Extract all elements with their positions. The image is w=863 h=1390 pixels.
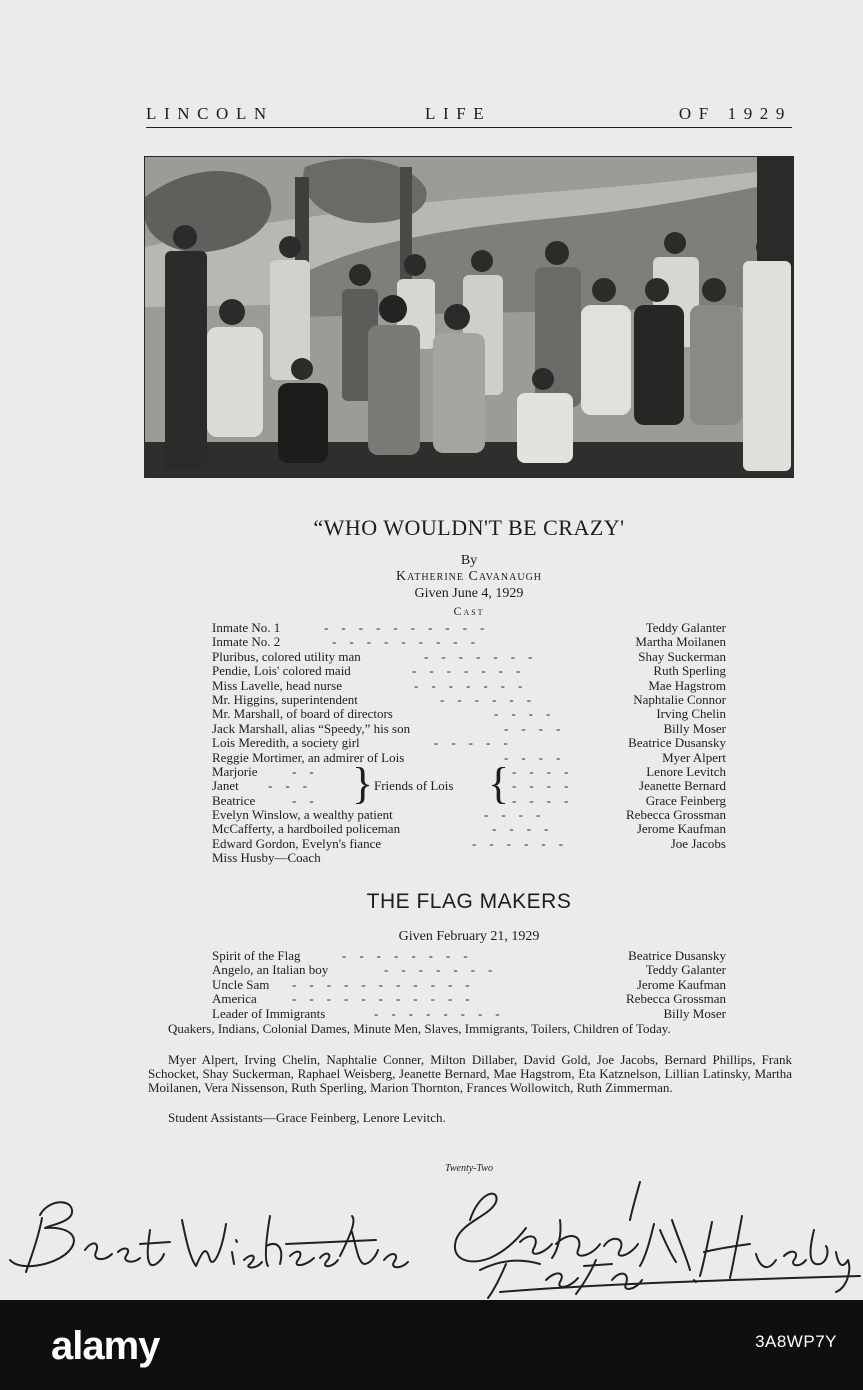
header-left: LINCOLN: [146, 104, 274, 123]
cast-actor: Billy Moser: [663, 1005, 726, 1021]
leader-dashes: - - - - - - -: [414, 677, 523, 693]
cast-role: Jack Marshall, alias “Speedy,” his son: [212, 720, 411, 736]
cast-actor: Naphtalie Connor: [633, 691, 726, 707]
cast-role: Miss Husby—Coach: [212, 850, 321, 866]
cast-role: Leader of Immigrants: [212, 1005, 326, 1021]
play1-date: Given June 4, 1929: [414, 586, 524, 601]
cast-actor: Lenore Levitch: [646, 763, 726, 779]
cast-row: [212, 837, 726, 851]
cast-photo-illustration: [145, 157, 794, 478]
leader-dashes: - - - -: [504, 720, 561, 736]
cast-actor: Beatrice Dusansky: [628, 735, 726, 751]
handwritten-inscription: [0, 1160, 863, 1300]
play1-author: Katherine Cavanaugh: [395, 569, 543, 584]
image-code: 3A8WP7Y: [755, 1332, 837, 1351]
leader-dashes: - - - - - - - - - - -: [292, 976, 470, 992]
brace-right: {: [488, 759, 510, 808]
cast-role: Lois Meredith, a society girl: [212, 735, 360, 751]
leader-dashes: - - - -: [512, 778, 569, 794]
brace-left: }: [352, 759, 374, 808]
alamy-logo: alamy: [51, 1324, 160, 1368]
cast-row: [212, 722, 726, 736]
cast-role: America: [212, 991, 257, 1007]
cast-actor: Beatrice Dusansky: [628, 948, 726, 963]
cast-role: Inmate No. 1: [212, 620, 281, 635]
cast-row: [212, 736, 726, 750]
cast-row: [212, 992, 726, 1006]
play2-members: Myer Alpert, Irving Chelin, Naphtalie Conner, Milton Dillaber, David Gold, Joe Jacobs, Bernard Phillips, Frank Schocket, Shay Suckerman, Raphael Weisberg, Jeanette Bernard, Mae Hagstrom, Eta Katznelson, Lillian Latinsky, Martha Moilanen, Vera Nissenson, Ruth Sperling, Marion Thornton, Frances Wollowitch, Ruth Zimmerman.: [148, 1052, 792, 1096]
cast-actor: Shay Suckerman: [638, 648, 726, 664]
play2-extras: Quakers, Indians, Colonial Dames, Minute Men, Slaves, Immigrants, Toilers, Children of Today.: [168, 1021, 671, 1036]
leader-dashes: - - - - - - -: [412, 663, 521, 679]
friends-of-lois-label: Friends of Lois: [374, 778, 454, 794]
play2-cast-list: [212, 949, 726, 1021]
cast-row: [212, 650, 726, 664]
leader-dashes: - - - - -: [434, 735, 508, 751]
cast-row: [212, 851, 726, 865]
cast-row: [212, 822, 726, 836]
play2-title: THE FLAG MAKERS: [366, 890, 572, 913]
cast-row: [212, 751, 726, 765]
cast-role: Mr. Higgins, superintendent: [212, 691, 358, 707]
cast-photograph: [144, 156, 794, 478]
cast-row: [212, 963, 726, 977]
cast-row: [212, 779, 726, 793]
cast-actor: Jerome Kaufman: [636, 976, 726, 992]
cast-role: Marjorie: [212, 763, 258, 779]
leader-dashes: - - - - - - -: [424, 648, 533, 664]
leader-dashes: - - - -: [492, 821, 549, 837]
leader-dashes: - - - - - -: [440, 691, 531, 707]
cast-role: Angelo, an Italian boy: [212, 962, 329, 978]
cast-actor: Ruth Sperling: [653, 663, 726, 679]
cast-actor: Myer Alpert: [662, 749, 726, 765]
leader-dashes: - -: [292, 792, 314, 808]
play1-by: By: [460, 553, 478, 568]
header-middle: LIFE: [425, 104, 492, 123]
cast-actor: Jeanette Bernard: [639, 778, 726, 794]
cast-actor: Mae Hagstrom: [648, 677, 726, 693]
stock-watermark-bar: [0, 1300, 863, 1390]
cast-role: Inmate No. 2: [212, 634, 281, 650]
leader-dashes: - - - -: [512, 763, 569, 779]
leader-dashes: - - - - - - -: [384, 962, 493, 978]
cast-row: [212, 978, 726, 992]
leader-dashes: - -: [292, 763, 314, 779]
cast-actor: Rebecca Grossman: [626, 807, 726, 823]
cast-actor: Teddy Galanter: [645, 962, 726, 978]
play2-date: Given February 21, 1929: [398, 929, 540, 944]
leader-dashes: - - - -: [484, 807, 541, 823]
cast-row: [212, 693, 726, 707]
cast-actor: Irving Chelin: [656, 706, 726, 722]
cast-role: Pluribus, colored utility man: [212, 648, 361, 664]
cast-role: Miss Lavelle, head nurse: [212, 677, 342, 693]
page-header: [146, 104, 792, 128]
cast-actor: Teddy Galanter: [645, 620, 726, 635]
leader-dashes: - - - - - - - -: [374, 1005, 500, 1021]
leader-dashes: - - - - - - - -: [342, 948, 468, 963]
cast-role: McCafferty, a hardboiled policeman: [212, 821, 401, 837]
leader-dashes: - - - - - - - - - -: [324, 620, 485, 635]
cast-row: [212, 808, 726, 822]
cast-actor: Grace Feinberg: [645, 792, 726, 808]
play1-cast-label: Cast: [453, 604, 485, 618]
cast-role: Edward Gordon, Evelyn's fiance: [212, 835, 382, 851]
cast-role: Janet: [212, 778, 239, 794]
header-right: OF 1929: [678, 104, 792, 123]
cast-actor: Joe Jacobs: [670, 835, 726, 851]
cast-row: [212, 707, 726, 721]
cast-row: [212, 1007, 726, 1021]
cast-role: Pendie, Lois' colored maid: [212, 663, 351, 679]
play2-assistants: Student Assistants—Grace Feinberg, Lenore Levitch.: [168, 1110, 446, 1125]
cast-actor: Rebecca Grossman: [626, 991, 726, 1007]
leader-dashes: - - - -: [494, 706, 551, 722]
cast-role: Mr. Marshall, of board of directors: [212, 706, 393, 722]
cast-actor: Jerome Kaufman: [636, 821, 726, 837]
play1-title: “WHO WOULDN'T BE CRAZY': [313, 515, 625, 540]
leader-dashes: - - -: [268, 778, 307, 794]
leader-dashes: - - - - - - - - - - -: [292, 991, 470, 1007]
cast-role: Uncle Sam: [212, 976, 270, 992]
play1-cast-list: [212, 621, 726, 866]
cast-row: [212, 794, 726, 808]
leader-dashes: - - - - - -: [472, 835, 563, 851]
leader-dashes: - - - -: [512, 792, 569, 808]
cast-row: [212, 664, 726, 678]
cast-actor: Billy Moser: [663, 720, 726, 736]
cast-actor: Martha Moilanen: [635, 634, 726, 650]
leader-dashes: - - - -: [504, 749, 561, 765]
cast-role: Evelyn Winslow, a wealthy patient: [212, 807, 393, 823]
cast-row: [212, 949, 726, 963]
leader-dashes: - - - - - - - - -: [332, 634, 475, 650]
cast-role: Reggie Mortimer, an admirer of Lois: [212, 749, 405, 765]
cast-row: [212, 621, 726, 635]
cast-role: Beatrice: [212, 792, 256, 808]
cast-row: [212, 679, 726, 693]
cast-row: [212, 765, 726, 779]
page-number: Twenty-Two: [445, 1163, 493, 1174]
cast-row: [212, 635, 726, 649]
cast-role: Spirit of the Flag: [212, 948, 301, 963]
